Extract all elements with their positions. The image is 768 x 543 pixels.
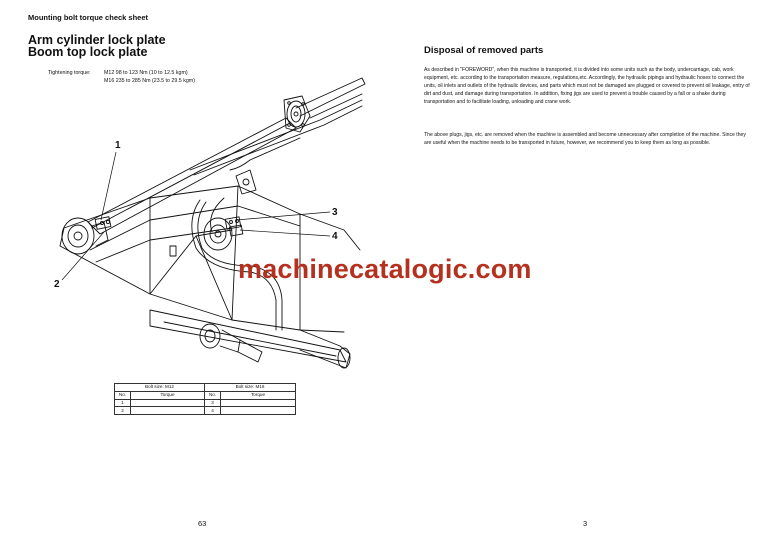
table-col-torque: Torque (131, 391, 205, 399)
table-row (115, 407, 296, 415)
table-cell-no: 3 (205, 399, 221, 407)
table-group-m16: Bolt size: M16 (205, 384, 296, 392)
table-subheader-row (115, 391, 296, 399)
header-label: Mounting bolt torque check sheet (28, 13, 149, 22)
disposal-title: Disposal of removed parts (424, 45, 544, 56)
table-group-m12: Bolt size: M12 (115, 384, 205, 392)
page-number-right: 3 (583, 519, 588, 528)
callout-2: 2 (54, 279, 60, 290)
callout-4: 4 (332, 231, 338, 242)
table-cell-torque (221, 399, 296, 407)
table-cell-no: 2 (115, 407, 131, 415)
section-title-arm-cylinder: Arm cylinder lock plate (28, 33, 166, 47)
bolt-torque-table (114, 383, 296, 415)
watermark: machinecatalogic.com (238, 254, 532, 284)
torque-spec-m16: M16 235 to 285 Nm (23.5 to 29.5 kgm) (104, 78, 195, 84)
table-col-torque: Torque (221, 391, 296, 399)
section-title-boom-top: Boom top lock plate (28, 45, 148, 59)
table-cell-no: 4 (205, 407, 221, 415)
callout-1: 1 (115, 140, 121, 151)
disposal-paragraph-1: As described in "FOREWORD", when this machine is transported, it is divided into some units such as the body, undercarriage, cab, work equipment, etc. according to the transportation measure, regulations,etc. Accordingly, the hydraulic pipings and hydraulic hoses to connect the units, oil inlets and outlets of the hydraulic devices, and parts which must not be damaged are plugged or covered to prevent oil leakage, entry of dirt and dust, and damage during transportation. In addition, fixing jigs are used to prevent a trouble caused by a fall or a shake during transportation and to facilitate loading, unloading and crane work. (424, 67, 750, 105)
table-cell-no: 1 (115, 399, 131, 407)
table-col-no: No. (115, 391, 131, 399)
table-cell-torque (131, 407, 205, 415)
table-cell-torque (131, 399, 205, 407)
callout-3: 3 (332, 207, 338, 218)
table-col-no: No. (205, 391, 221, 399)
torque-spec-m12: M12 98 to 123 Nm (10 to 12.5 kgm) (104, 70, 188, 76)
tightening-torque-label: Tightening torque: (48, 70, 91, 76)
table-row (115, 399, 296, 407)
table-header-row (115, 384, 296, 392)
page-number-left: 63 (198, 519, 207, 528)
table-cell-torque (221, 407, 296, 415)
disposal-paragraph-2: The above plugs, jigs, etc. are removed when the machine is assembled and become unnecessary after completion of the machine. Since they are useful when the machine needs to be transported in future, however, we recommend you to keep them as long as possible. (424, 132, 746, 146)
